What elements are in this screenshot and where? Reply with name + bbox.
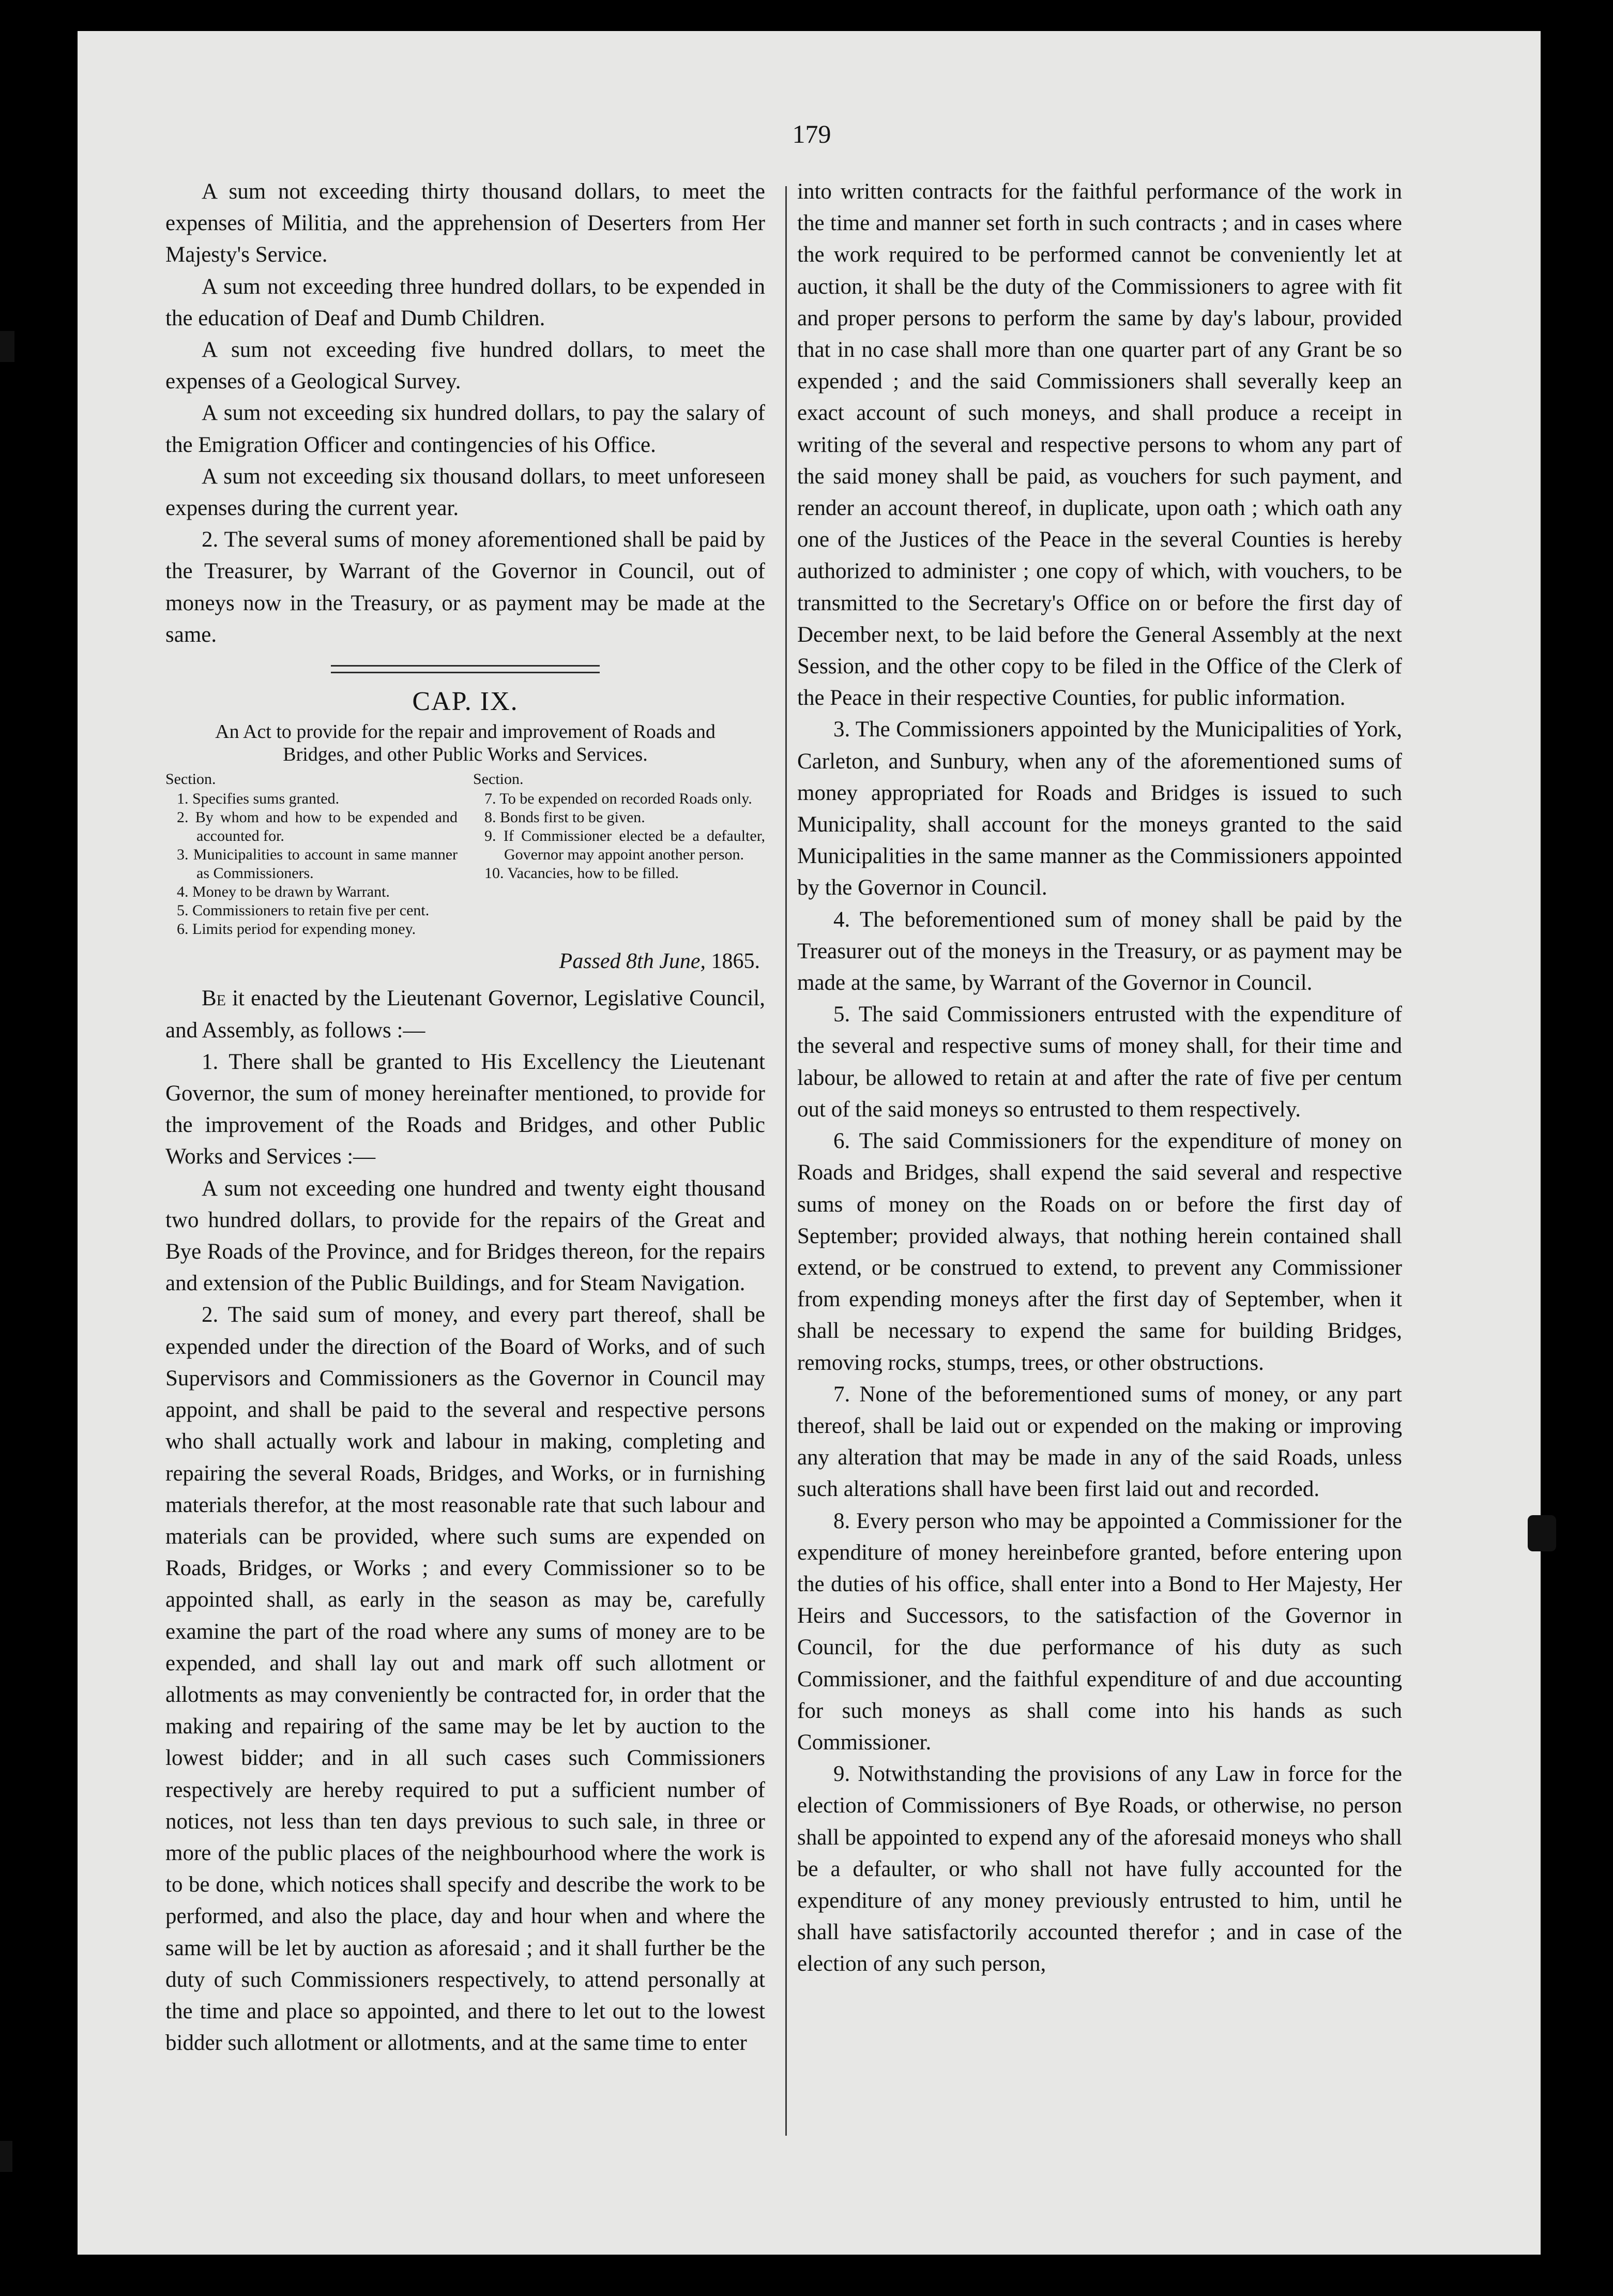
paragraph: 5. The said Commissioners entrusted with the expenditure of the several and respective sums of money shall, for their time and labour, be allowed to retain at and after the rate of five per centum out of the said moneys so entrusted to them respectively.	[797, 1002, 1402, 1122]
paragraph: 4. The beforementioned sum of money shall be paid by the Treasurer out of the moneys in the Treasury, or as payment may be made at the same, by Warrant of the Governor in Council.	[797, 907, 1402, 995]
paragraph: 2. The said sum of money, and every part thereof, shall be expended under the direction of the Board of Works, and of such Supervisors and Commissioners as the Governor in Council may appoint, and shall be paid to the several and respective persons who shall actually work and labour in making, completing and repairing the several Roads, Bridges, and Works, or in furnishing materials therefor, at the most reasonable rate that such labour and materials can be provided, where such sums are expended on Roads, Bridges, or Works ; and every Commissioner so to be appointed shall, as early in the season as may be, carefully examine the part of the road where any sums of money are to be expended, and shall lay out and mark off such allotment or allotments as may conveniently be contracted for, in order that the making and repairing of the same may be let by auction to the lowest bidder; and in all such cases such Commissioners respectively are hereby required to put a sufficient number of notices, not less than ten days previous to such sale, in three or more of the public places of the neighbourhood where the work is to be done, which notices shall specify and describe the work to be performed, and also the place, day and hour when and where the same will be let by auction as aforesaid ; and it shall further be the duty of such Commissioners respectively, to attend personally at the time and place so appointed, and there to let out to the lowest bidder such allotment or allotments, and at the same time to enter	[165, 1303, 765, 2056]
paragraph: A sum not exceeding one hundred and twenty eight thousand two hundred dollars, to provide for the repairs of the Great and Bye Roads of the Province, and for Bridges thereon, for the repairs and extension of the Public Buildings, and for Steam Navigation.	[165, 1176, 765, 1296]
left-top-paragraphs	[165, 176, 765, 651]
synopsis-item: 6. Limits period for expending money.	[177, 920, 416, 938]
enacting-first-word: Be	[202, 986, 226, 1011]
section-synopsis	[165, 770, 765, 939]
synopsis-item: 5. Commissioners to retain five per cent.	[177, 902, 430, 919]
paragraph: A sum not exceeding three hundred dollars, to be expended in the education of Deaf and Dumb Children.	[165, 274, 765, 330]
paragraph: A sum not exceeding five hundred dollars, to meet the expenses of a Geological Survey.	[165, 338, 765, 394]
column-rule	[785, 186, 787, 2136]
paragraph: 2. The several sums of money aforementioned shall be paid by the Treasurer, by Warrant of the Governor in Council, out of moneys now in the Treasury, or as payment may be made at the same.	[165, 527, 765, 647]
double-rule-divider	[331, 665, 600, 673]
paragraph: A sum not exceeding thirty thousand dollars, to meet the expenses of Militia, and the apprehension of Deserters from Her Majesty's Service.	[165, 179, 765, 267]
synopsis-item: 8. Bonds first to be given.	[484, 809, 645, 826]
paragraph: 7. None of the beforementioned sums of money, or any part thereof, shall be laid out or expended on the making or improving any alteration that may be made in any of the said Roads, unless such alterations shall have been first laid out and recorded.	[797, 1382, 1402, 1502]
scan-edge-mark	[0, 2141, 12, 2172]
left-bottom-paragraphs	[165, 1046, 765, 2059]
left-column	[165, 176, 765, 2059]
paragraph: 8. Every person who may be appointed a Commissioner for the expenditure of money hereinbefore granted, before entering upon the duties of his office, shall enter into a Bond to Her Majesty, Her Heirs and Successors, to the satisfaction of the Governor in Council, for the due performance of his duty as such Commissioner, and the faithful expenditure of and due accounting for such moneys as shall come into his hands as such Commissioner.	[797, 1508, 1402, 1755]
paragraph: 3. The Commissioners appointed by the Municipalities of York, Carleton, and Sunbury, when any of the aforementioned sums of money appropriated for Roads and Bridges is issued to such Municipality, shall account for the moneys granted to the said Municipalities in the same manner as the Commissioners appointed by the Governor in Council.	[797, 717, 1402, 900]
synopsis-item: 7. To be expended on recorded Roads only.	[484, 790, 752, 808]
paragraph: 1. There shall be granted to His Excellency the Lieutenant Governor, the sum of money hereinafter mentioned, to provide for the improvement of the Roads and Bridges, and other Public Works and Services :—	[165, 1049, 765, 1169]
section-label: Section.	[473, 771, 524, 788]
chapter-heading: CAP. IX.	[412, 687, 519, 717]
section-label: Section.	[165, 771, 216, 788]
synopsis-item: 10. Vacancies, how to be filled.	[484, 865, 679, 882]
scan-edge-mark	[0, 331, 14, 362]
synopsis-column-right	[458, 770, 765, 939]
passed-date	[165, 946, 760, 977]
right-column	[797, 176, 1402, 1980]
scan-edge-mark	[1528, 1515, 1556, 1551]
act-title: An Act to provide for the repair and improvement of Roads and Bridges, and other Public Works and Services.	[215, 721, 716, 766]
synopsis-item: 2. By whom and how to be expended and accounted for.	[177, 809, 458, 845]
document-page	[78, 31, 1541, 2255]
page-number: 179	[792, 119, 831, 148]
passed-year: 1865.	[711, 949, 760, 974]
synopsis-column-left	[165, 770, 458, 939]
paragraph: into written contracts for the faithful performance of the work in the time and manner set forth in such contracts ; and in cases where the work required to be performed cannot be conveniently let at auction, it shall be the duty of the Commissioners to agree with fit and proper persons to perform the same by day's labour, provided that in no case shall more than one quarter part of any Grant be so expended ; and the said Commissioners shall severally keep an exact account of such moneys, and shall produce a receipt in writing of the several and respective persons to whom any part of the said money shall be paid, as vouchers for such payment, and render an account thereof, in duplicate, upon oath ; which oath any one of the Justices of the Peace in the several Counties is hereby authorized to administer ; one copy of which, with vouchers, to be transmitted to the Secretary's Office on or before the first day of December next, to be laid before the General Assembly at the next Session, and the other copy to be filed in the Office of the Clerk of the Peace in their respective Counties, for public information.	[797, 179, 1402, 711]
synopsis-item: 9. If Commissioner elected be a defaulter, Governor may appoint another person.	[484, 827, 765, 864]
enacting-rest: it enacted by the Lieutenant Governor, Legislative Council, and Assembly, as follows :—	[165, 986, 765, 1043]
synopsis-item: 1. Specifies sums granted.	[177, 790, 340, 808]
synopsis-item: 4. Money to be drawn by Warrant.	[177, 883, 390, 901]
enacting-clause	[165, 983, 765, 1046]
paragraph: 6. The said Commissioners for the expenditure of money on Roads and Bridges, shall expend the said several and respective sums of money on the Roads on or before the first day of September; provided always, that nothing herein contained shall extend, or be construed to extend, to prevent any Commissioner from expending moneys after the first day of September, when it shall be necessary to expend the same for building Bridges, removing rocks, stumps, trees, or other obstructions.	[797, 1129, 1402, 1375]
paragraph: A sum not exceeding six thousand dollars, to meet unforeseen expenses during the current year.	[165, 464, 765, 521]
paragraph: A sum not exceeding six hundred dollars, to pay the salary of the Emigration Officer and contingencies of his Office.	[165, 401, 765, 457]
paragraph: 9. Notwithstanding the provisions of any Law in force for the election of Commissioners of Bye Roads, or otherwise, no person shall be appointed to expend any of the aforesaid moneys who shall be a defaulter, or who shall not have fully accounted for the expenditure of any money previously entrusted to him, until he shall have satisfactorily accounted therefor ; and in case of the election of any such person,	[797, 1762, 1402, 1976]
passed-label: Passed 8th June,	[559, 949, 706, 974]
synopsis-item: 3. Municipalities to account in same manner as Commissioners.	[177, 846, 458, 882]
